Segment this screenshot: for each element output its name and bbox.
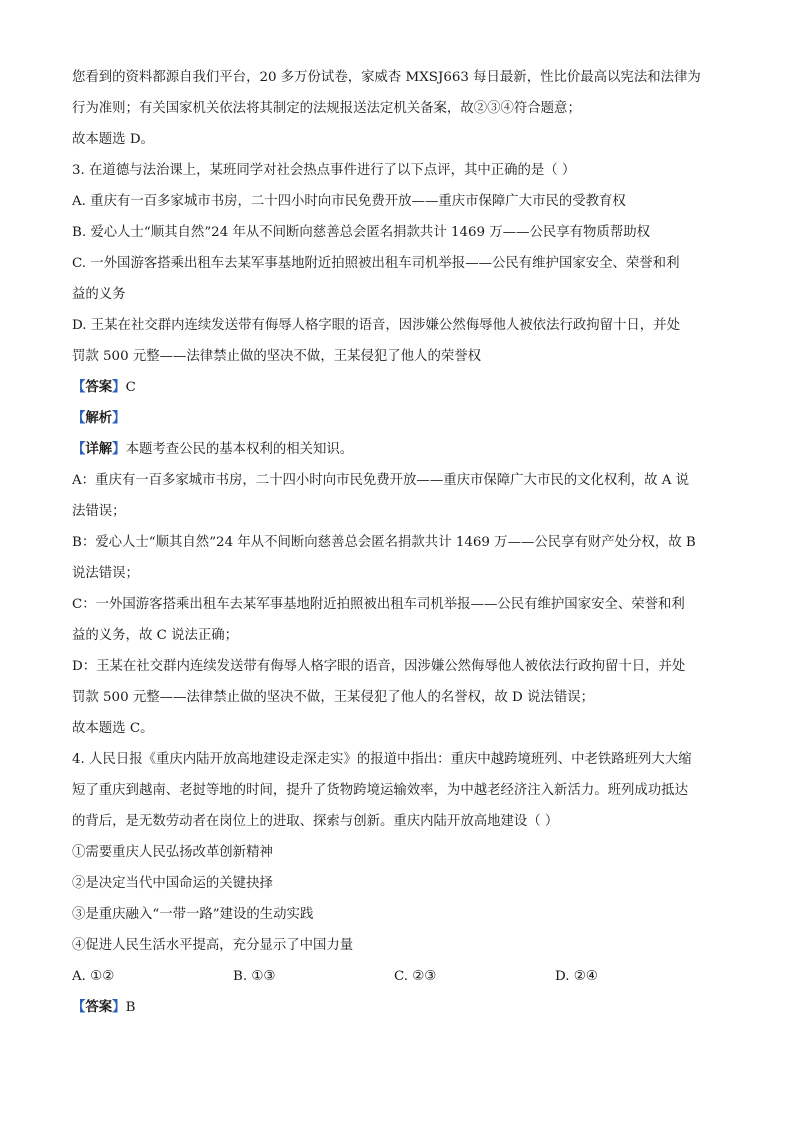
explanation-line: A：重庆有一百多家城市书房，二十四小时向市民免费开放——重庆市保障广大市民的文化权利，故 A 说 — [72, 473, 690, 488]
question-4-item-4: ④促进人民生活水平提高，充分显示了中国力量 — [72, 938, 354, 953]
answer-label: 【答案】C — [72, 379, 136, 395]
option-b: B. ①③ — [233, 969, 276, 984]
explanation-line: 说法错误； — [72, 566, 139, 581]
explanation-line: D：王某在社交群内连续发送带有侮辱人格字眼的语音，因涉嫌公然侮辱他人被依法行政拘留十日，并处 — [72, 659, 686, 674]
question-3-option-d-cont: 罚款 500 元整——法律禁止做的坚决不做，王某侵犯了他人的荣誉权 — [72, 349, 482, 364]
option-a: A. ①② — [72, 969, 115, 984]
text-line: 您看到的资料都源自我们平台，20 多万份试卷，家威杏 MXSJ663 每日最新，性比价最高以宪法和法律为 — [72, 70, 701, 85]
question-4-stem: 的背后，是无数劳动者在岗位上的进取、探索与创新。重庆内陆开放高地建设（ ） — [72, 814, 559, 829]
question-4-options — [72, 961, 732, 992]
detail-text: 本题考查公民的基本权利的相关知识。 — [125, 442, 354, 457]
answer-value: C — [125, 380, 136, 395]
explanation-line: 罚款 500 元整——法律禁止做的坚决不做，王某侵犯了他人的名誉权，故 D 说法错误； — [72, 690, 594, 705]
question-4-item-2: ②是决定当代中国命运的关键抉择 — [72, 876, 273, 891]
explanation-line: B：爱心人士“顺其自然”24 年从不间断向慈善总会匿名捐款共计 1469 万——公民享有财产处分权，故 B — [72, 535, 696, 550]
question-3-option-c-cont: 益的义务 — [72, 287, 126, 302]
question-4-item-3: ③是重庆融入“一带一路”建设的生动实践 — [72, 907, 314, 922]
answer-value: B — [125, 1000, 136, 1015]
option-d: D. ②④ — [555, 969, 598, 984]
text-line: 行为准则；有关国家机关依法将其制定的法规报送法定机关备案，故②③④符合题意； — [72, 101, 581, 116]
explanation-line: 法错误； — [72, 504, 126, 519]
explanation-line: C：一外国游客搭乘出租车去某军事基地附近拍照被出租车司机举报——公民有维护国家安全、荣誉和利 — [72, 597, 685, 612]
question-4-stem: 4. 人民日报《重庆内陆开放高地建设走深走实》的报道中指出：重庆中越跨境班列、中老铁路班列大大缩 — [72, 752, 692, 767]
analysis-label: 【解析】 — [72, 410, 126, 426]
question-3-option-b: B. 爱心人士“顺其自然”24 年从不间断向慈善总会匿名捐款共计 1469 万——公民享有物质帮助权 — [72, 225, 650, 240]
question-4-item-1: ①需要重庆人民弘扬改革创新精神 — [72, 845, 273, 860]
option-c: C. ②③ — [394, 969, 437, 984]
question-3-option-c: C. 一外国游客搭乘出租车去某军事基地附近拍照被出租车司机举报——公民有维护国家安全、荣誉和利 — [72, 256, 680, 271]
text-line: 故本题选 D。 — [72, 132, 154, 147]
question-3-option-a: A. 重庆有一百多家城市书房，二十四小时向市民免费开放——重庆市保障广大市民的受教育权 — [72, 194, 626, 209]
answer-label: 【答案】B — [72, 999, 136, 1015]
question-3-option-d: D. 王某在社交群内连续发送带有侮辱人格字眼的语音，因涉嫌公然侮辱他人被依法行政拘留十日，并处 — [72, 318, 680, 333]
explanation-line: 故本题选 C。 — [72, 721, 154, 736]
question-4-stem: 短了重庆到越南、老挝等地的时间，提升了货物跨境运输效率，为中越老经济注入新活力。班列成功抵达 — [72, 783, 688, 798]
detail-label: 【详解】本题考查公民的基本权利的相关知识。 — [72, 441, 354, 457]
explanation-line: 益的义务，故 C 说法正确； — [72, 628, 239, 643]
question-3-stem: 3. 在道德与法治课上，某班同学对社会热点事件进行了以下点评，其中正确的是（ ） — [72, 163, 576, 178]
document-page — [72, 62, 732, 1023]
